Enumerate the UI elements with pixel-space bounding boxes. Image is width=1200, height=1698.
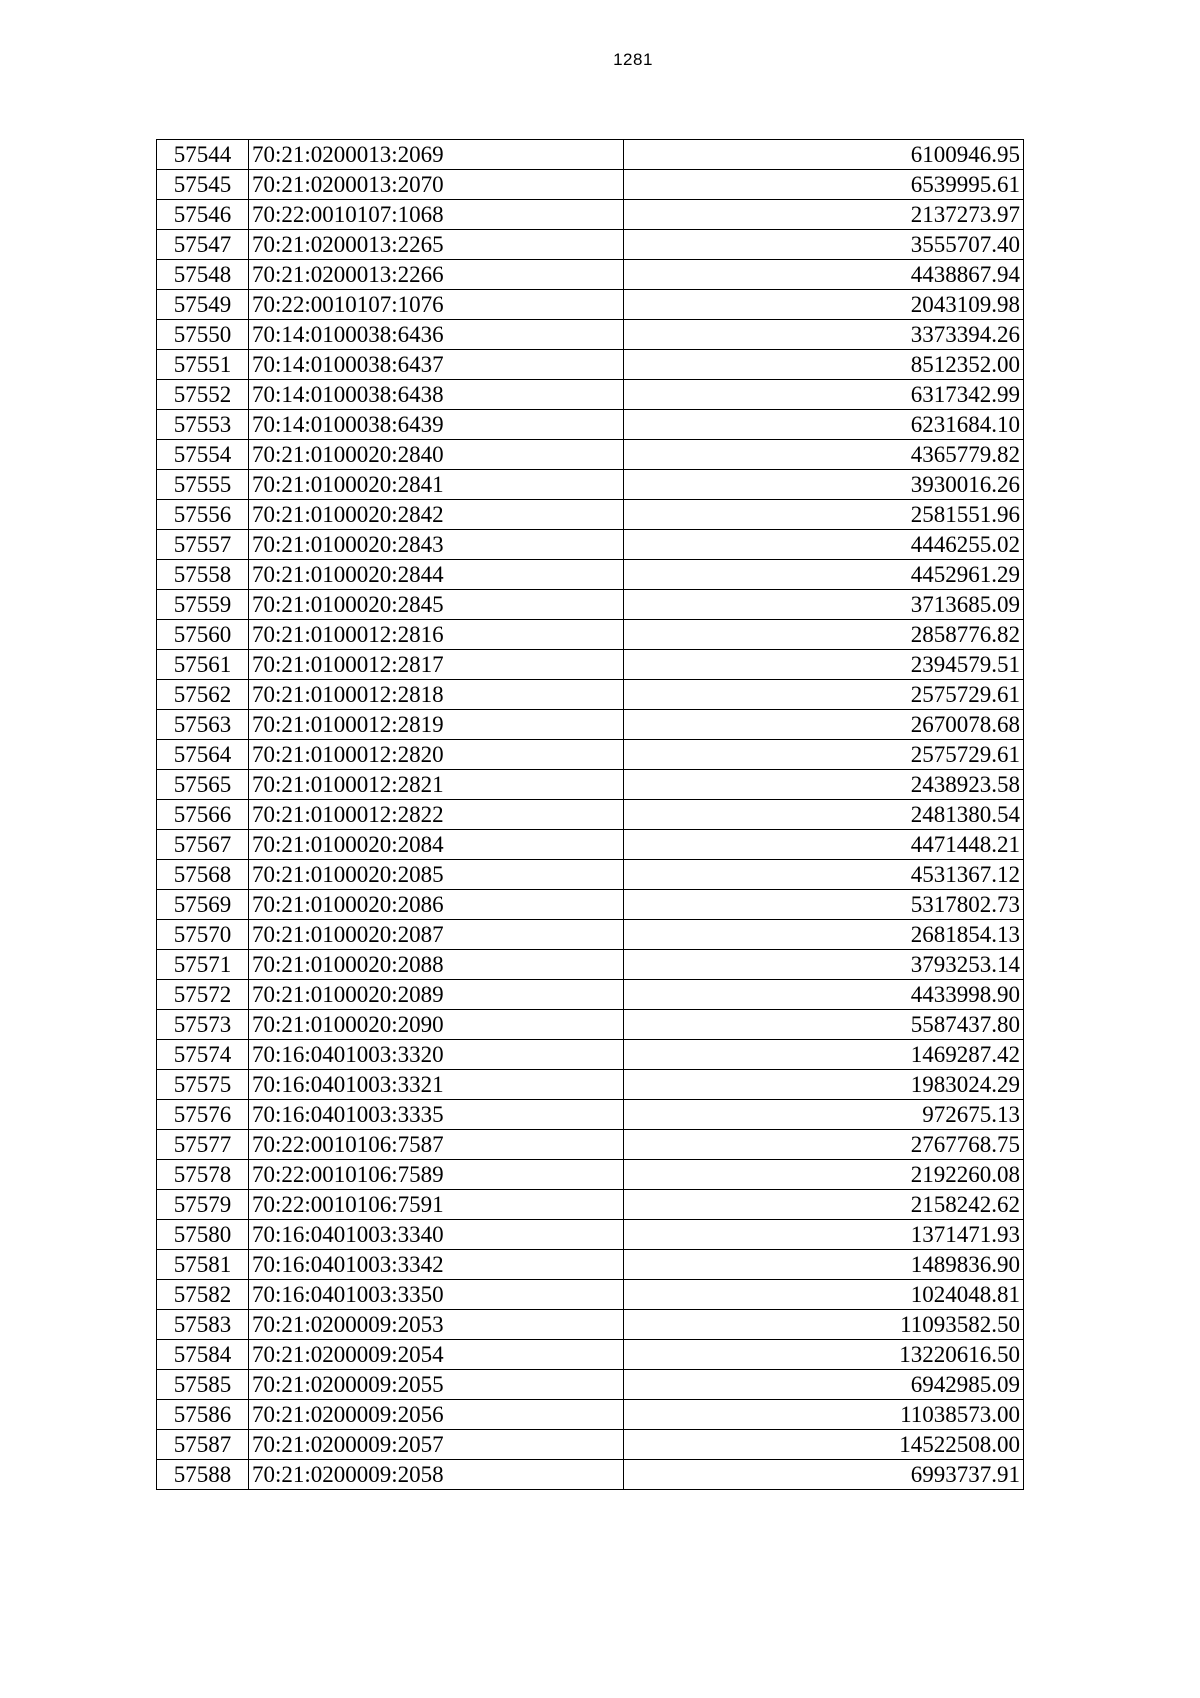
cadastral-number-cell: 70:21:0100020:2841	[249, 470, 624, 500]
cadastral-value-cell: 2137273.97	[624, 200, 1024, 230]
row-number-cell: 57559	[157, 590, 249, 620]
cadastral-number-cell: 70:21:0200009:2055	[249, 1370, 624, 1400]
table-row	[157, 770, 1024, 800]
table-row	[157, 740, 1024, 770]
cadastral-value-cell: 3373394.26	[624, 320, 1024, 350]
cadastral-value-cell: 2581551.96	[624, 500, 1024, 530]
table-row	[157, 920, 1024, 950]
table-body	[157, 140, 1024, 1490]
row-number-cell: 57550	[157, 320, 249, 350]
table-row	[157, 410, 1024, 440]
row-number-cell: 57574	[157, 1040, 249, 1070]
table-row	[157, 1040, 1024, 1070]
row-number-cell: 57569	[157, 890, 249, 920]
table-row	[157, 1100, 1024, 1130]
cadastral-number-cell: 70:21:0100020:2844	[249, 560, 624, 590]
cadastral-number-cell: 70:22:0010107:1076	[249, 290, 624, 320]
row-number-cell: 57575	[157, 1070, 249, 1100]
cadastral-value-cell: 2481380.54	[624, 800, 1024, 830]
cadastral-number-cell: 70:21:0200013:2069	[249, 140, 624, 170]
row-number-cell: 57585	[157, 1370, 249, 1400]
table-row	[157, 710, 1024, 740]
row-number-cell: 57556	[157, 500, 249, 530]
cadastral-value-cell: 2192260.08	[624, 1160, 1024, 1190]
row-number-cell: 57558	[157, 560, 249, 590]
table-row	[157, 1220, 1024, 1250]
cadastral-number-cell: 70:21:0100020:2090	[249, 1010, 624, 1040]
table-row	[157, 1160, 1024, 1190]
cadastral-number-cell: 70:21:0200009:2058	[249, 1460, 624, 1490]
cadastral-number-cell: 70:22:0010107:1068	[249, 200, 624, 230]
cadastral-value-table	[156, 139, 1024, 1490]
row-number-cell: 57545	[157, 170, 249, 200]
row-number-cell: 57548	[157, 260, 249, 290]
row-number-cell: 57571	[157, 950, 249, 980]
row-number-cell: 57579	[157, 1190, 249, 1220]
cadastral-number-cell: 70:21:0100020:2843	[249, 530, 624, 560]
table-row	[157, 620, 1024, 650]
cadastral-number-cell: 70:14:0100038:6436	[249, 320, 624, 350]
table-row	[157, 890, 1024, 920]
row-number-cell: 57587	[157, 1430, 249, 1460]
table-row	[157, 1370, 1024, 1400]
table-row	[157, 530, 1024, 560]
table-row	[157, 1310, 1024, 1340]
cadastral-value-cell: 3713685.09	[624, 590, 1024, 620]
row-number-cell: 57549	[157, 290, 249, 320]
cadastral-number-cell: 70:16:0401003:3340	[249, 1220, 624, 1250]
cadastral-value-cell: 6993737.91	[624, 1460, 1024, 1490]
cadastral-number-cell: 70:14:0100038:6438	[249, 380, 624, 410]
cadastral-value-cell: 5317802.73	[624, 890, 1024, 920]
cadastral-number-cell: 70:21:0100020:2085	[249, 860, 624, 890]
cadastral-number-cell: 70:21:0200013:2265	[249, 230, 624, 260]
row-number-cell: 57572	[157, 980, 249, 1010]
row-number-cell: 57564	[157, 740, 249, 770]
cadastral-value-cell: 2394579.51	[624, 650, 1024, 680]
cadastral-value-cell: 6942985.09	[624, 1370, 1024, 1400]
cadastral-number-cell: 70:21:0100020:2842	[249, 500, 624, 530]
cadastral-number-cell: 70:14:0100038:6437	[249, 350, 624, 380]
row-number-cell: 57553	[157, 410, 249, 440]
cadastral-number-cell: 70:21:0100020:2845	[249, 590, 624, 620]
table-row	[157, 260, 1024, 290]
cadastral-number-cell: 70:21:0200009:2057	[249, 1430, 624, 1460]
row-number-cell: 57563	[157, 710, 249, 740]
cadastral-value-cell: 6100946.95	[624, 140, 1024, 170]
row-number-cell: 57568	[157, 860, 249, 890]
cadastral-value-cell: 11038573.00	[624, 1400, 1024, 1430]
row-number-cell: 57583	[157, 1310, 249, 1340]
table-row	[157, 1460, 1024, 1490]
cadastral-value-cell: 1983024.29	[624, 1070, 1024, 1100]
table-row	[157, 560, 1024, 590]
row-number-cell: 57577	[157, 1130, 249, 1160]
cadastral-value-cell: 3793253.14	[624, 950, 1024, 980]
cadastral-value-cell: 6231684.10	[624, 410, 1024, 440]
cadastral-number-cell: 70:21:0200009:2056	[249, 1400, 624, 1430]
table-row	[157, 440, 1024, 470]
cadastral-value-cell: 2043109.98	[624, 290, 1024, 320]
row-number-cell: 57576	[157, 1100, 249, 1130]
cadastral-value-cell: 1489836.90	[624, 1250, 1024, 1280]
cadastral-value-cell: 2858776.82	[624, 620, 1024, 650]
cadastral-number-cell: 70:21:0100020:2086	[249, 890, 624, 920]
table-row	[157, 230, 1024, 260]
cadastral-value-cell: 13220616.50	[624, 1340, 1024, 1370]
cadastral-number-cell: 70:21:0200009:2053	[249, 1310, 624, 1340]
row-number-cell: 57561	[157, 650, 249, 680]
cadastral-value-cell: 4365779.82	[624, 440, 1024, 470]
cadastral-number-cell: 70:21:0100012:2817	[249, 650, 624, 680]
row-number-cell: 57570	[157, 920, 249, 950]
row-number-cell: 57551	[157, 350, 249, 380]
table-row	[157, 800, 1024, 830]
cadastral-number-cell: 70:16:0401003:3321	[249, 1070, 624, 1100]
cadastral-number-cell: 70:21:0100020:2089	[249, 980, 624, 1010]
cadastral-number-cell: 70:22:0010106:7589	[249, 1160, 624, 1190]
cadastral-value-cell: 2575729.61	[624, 740, 1024, 770]
row-number-cell: 57562	[157, 680, 249, 710]
cadastral-value-cell: 2575729.61	[624, 680, 1024, 710]
row-number-cell: 57546	[157, 200, 249, 230]
cadastral-number-cell: 70:21:0100012:2816	[249, 620, 624, 650]
cadastral-value-cell: 1024048.81	[624, 1280, 1024, 1310]
table-row	[157, 170, 1024, 200]
table-row	[157, 590, 1024, 620]
table-row	[157, 650, 1024, 680]
cadastral-value-cell: 2670078.68	[624, 710, 1024, 740]
table-row	[157, 1280, 1024, 1310]
cadastral-number-cell: 70:21:0100012:2819	[249, 710, 624, 740]
table-row	[157, 500, 1024, 530]
table-row	[157, 1430, 1024, 1460]
cadastral-number-cell: 70:21:0100020:2087	[249, 920, 624, 950]
row-number-cell: 57588	[157, 1460, 249, 1490]
cadastral-value-cell: 4531367.12	[624, 860, 1024, 890]
row-number-cell: 57582	[157, 1280, 249, 1310]
table-row	[157, 1190, 1024, 1220]
cadastral-number-cell: 70:22:0010106:7591	[249, 1190, 624, 1220]
row-number-cell: 57547	[157, 230, 249, 260]
table-row	[157, 380, 1024, 410]
table-row	[157, 860, 1024, 890]
cadastral-value-cell: 4446255.02	[624, 530, 1024, 560]
row-number-cell: 57557	[157, 530, 249, 560]
cadastral-number-cell: 70:16:0401003:3320	[249, 1040, 624, 1070]
cadastral-value-cell: 4471448.21	[624, 830, 1024, 860]
cadastral-value-cell: 1371471.93	[624, 1220, 1024, 1250]
cadastral-value-cell: 2158242.62	[624, 1190, 1024, 1220]
table-row	[157, 830, 1024, 860]
table-row	[157, 140, 1024, 170]
cadastral-number-cell: 70:21:0100012:2818	[249, 680, 624, 710]
cadastral-value-cell: 8512352.00	[624, 350, 1024, 380]
cadastral-number-cell: 70:21:0200009:2054	[249, 1340, 624, 1370]
row-number-cell: 57552	[157, 380, 249, 410]
table-row	[157, 1340, 1024, 1370]
table-row	[157, 1130, 1024, 1160]
table-row	[157, 320, 1024, 350]
cadastral-value-cell: 4452961.29	[624, 560, 1024, 590]
cadastral-value-cell: 3930016.26	[624, 470, 1024, 500]
table-row	[157, 1070, 1024, 1100]
table-row	[157, 1250, 1024, 1280]
row-number-cell: 57586	[157, 1400, 249, 1430]
table-row	[157, 950, 1024, 980]
row-number-cell: 57573	[157, 1010, 249, 1040]
cadastral-number-cell: 70:22:0010106:7587	[249, 1130, 624, 1160]
table-row	[157, 1010, 1024, 1040]
row-number-cell: 57544	[157, 140, 249, 170]
cadastral-value-cell: 4438867.94	[624, 260, 1024, 290]
row-number-cell: 57566	[157, 800, 249, 830]
cadastral-value-cell: 4433998.90	[624, 980, 1024, 1010]
row-number-cell: 57554	[157, 440, 249, 470]
table-row	[157, 470, 1024, 500]
table-row	[157, 1400, 1024, 1430]
cadastral-number-cell: 70:21:0100020:2084	[249, 830, 624, 860]
cadastral-number-cell: 70:21:0100012:2820	[249, 740, 624, 770]
table-row	[157, 290, 1024, 320]
cadastral-value-cell: 3555707.40	[624, 230, 1024, 260]
row-number-cell: 57560	[157, 620, 249, 650]
cadastral-value-cell: 2438923.58	[624, 770, 1024, 800]
cadastral-value-cell: 6317342.99	[624, 380, 1024, 410]
cadastral-value-cell: 2767768.75	[624, 1130, 1024, 1160]
cadastral-value-cell: 11093582.50	[624, 1310, 1024, 1340]
row-number-cell: 57555	[157, 470, 249, 500]
cadastral-number-cell: 70:21:0100012:2822	[249, 800, 624, 830]
cadastral-number-cell: 70:21:0100020:2840	[249, 440, 624, 470]
table-row	[157, 980, 1024, 1010]
row-number-cell: 57578	[157, 1160, 249, 1190]
table-row	[157, 350, 1024, 380]
row-number-cell: 57567	[157, 830, 249, 860]
cadastral-number-cell: 70:16:0401003:3335	[249, 1100, 624, 1130]
cadastral-value-cell: 1469287.42	[624, 1040, 1024, 1070]
cadastral-number-cell: 70:21:0100012:2821	[249, 770, 624, 800]
cadastral-number-cell: 70:16:0401003:3350	[249, 1280, 624, 1310]
table-row	[157, 680, 1024, 710]
cadastral-number-cell: 70:21:0200013:2070	[249, 170, 624, 200]
cadastral-value-cell: 5587437.80	[624, 1010, 1024, 1040]
row-number-cell: 57565	[157, 770, 249, 800]
cadastral-number-cell: 70:16:0401003:3342	[249, 1250, 624, 1280]
row-number-cell: 57581	[157, 1250, 249, 1280]
cadastral-value-cell: 972675.13	[624, 1100, 1024, 1130]
cadastral-number-cell: 70:14:0100038:6439	[249, 410, 624, 440]
page-number: 1281	[613, 50, 653, 69]
row-number-cell: 57580	[157, 1220, 249, 1250]
cadastral-number-cell: 70:21:0200013:2266	[249, 260, 624, 290]
cadastral-value-cell: 2681854.13	[624, 920, 1024, 950]
cadastral-value-cell: 14522508.00	[624, 1430, 1024, 1460]
table-row	[157, 200, 1024, 230]
row-number-cell: 57584	[157, 1340, 249, 1370]
cadastral-value-cell: 6539995.61	[624, 170, 1024, 200]
cadastral-number-cell: 70:21:0100020:2088	[249, 950, 624, 980]
